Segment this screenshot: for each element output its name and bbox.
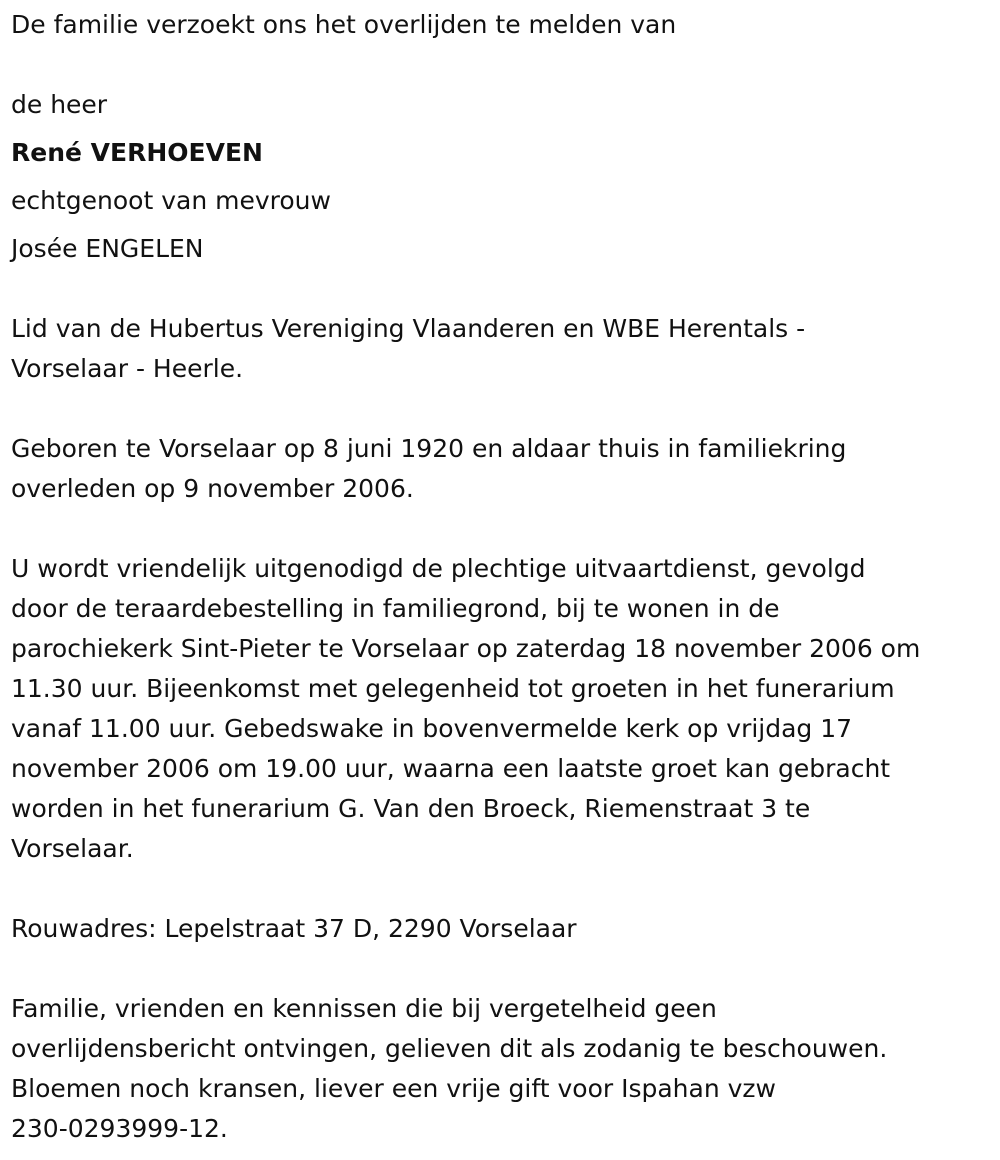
spacer: [11, 269, 996, 309]
funeral-line: 11.30 uur. Bijeenkomst met gelegenheid tot groeten in het funerarium: [11, 674, 895, 703]
deceased-name: René VERHOEVEN: [11, 138, 263, 167]
mourning-address: Rouwadres: Lepelstraat 37 D, 2290 Vorselaar: [11, 914, 577, 943]
closing-line: Bloemen noch kransen, liever een vrije gift voor Ispahan vzw: [11, 1074, 777, 1103]
closing-line: 230-0293999-12.: [11, 1114, 228, 1143]
spacer: [11, 173, 996, 181]
funeral-line: vanaf 11.00 uur. Gebedswake in bovenvermelde kerk op vrijdag 17: [11, 714, 853, 743]
birth-death-line: Geboren te Vorselaar op 8 juni 1920 en aldaar thuis in familiekring: [11, 434, 847, 463]
spacer: [11, 125, 996, 133]
membership-line: Vorselaar - Heerle.: [11, 354, 244, 383]
funeral-line: parochiekerk Sint-Pieter te Vorselaar op zaterdag 18 november 2006 om: [11, 634, 921, 663]
obituary-notice: [11, 5, 996, 1149]
birth-death-line: overleden op 9 november 2006.: [11, 474, 414, 503]
closing-line: overlijdensbericht ontvingen, gelieven dit als zodanig te beschouwen.: [11, 1034, 888, 1063]
funeral-line: U wordt vriendelijk uitgenodigd de plechtige uitvaartdienst, gevolgd: [11, 554, 866, 583]
spacer: [11, 389, 996, 429]
birth-death-paragraph: [11, 429, 996, 509]
funeral-line: november 2006 om 19.00 uur, waarna een laatste groet kan gebracht: [11, 754, 891, 783]
funeral-line: worden in het funerarium G. Van den Broeck, Riemenstraat 3 te: [11, 794, 811, 823]
spacer: [11, 949, 996, 989]
funeral-paragraph: [11, 549, 996, 869]
funeral-line: Vorselaar.: [11, 834, 134, 863]
membership-line: Lid van de Hubertus Vereniging Vlaanderen en WBE Herentals -: [11, 314, 806, 343]
closing-paragraph: [11, 989, 996, 1149]
spacer: [11, 869, 996, 909]
funeral-line: door de teraardebestelling in familiegrond, bij te wonen in de: [11, 594, 780, 623]
closing-line: Familie, vrienden en kennissen die bij vergetelheid geen: [11, 994, 717, 1023]
spacer: [11, 509, 996, 549]
spacer: [11, 221, 996, 229]
title-line: de heer: [11, 90, 108, 119]
membership-paragraph: [11, 309, 996, 389]
relation-text: echtgenoot van mevrouw: [11, 186, 331, 215]
spacer: [11, 45, 996, 85]
intro-text: De familie verzoekt ons het overlijden te melden van: [11, 10, 677, 39]
spouse-name: Josée ENGELEN: [11, 234, 204, 263]
